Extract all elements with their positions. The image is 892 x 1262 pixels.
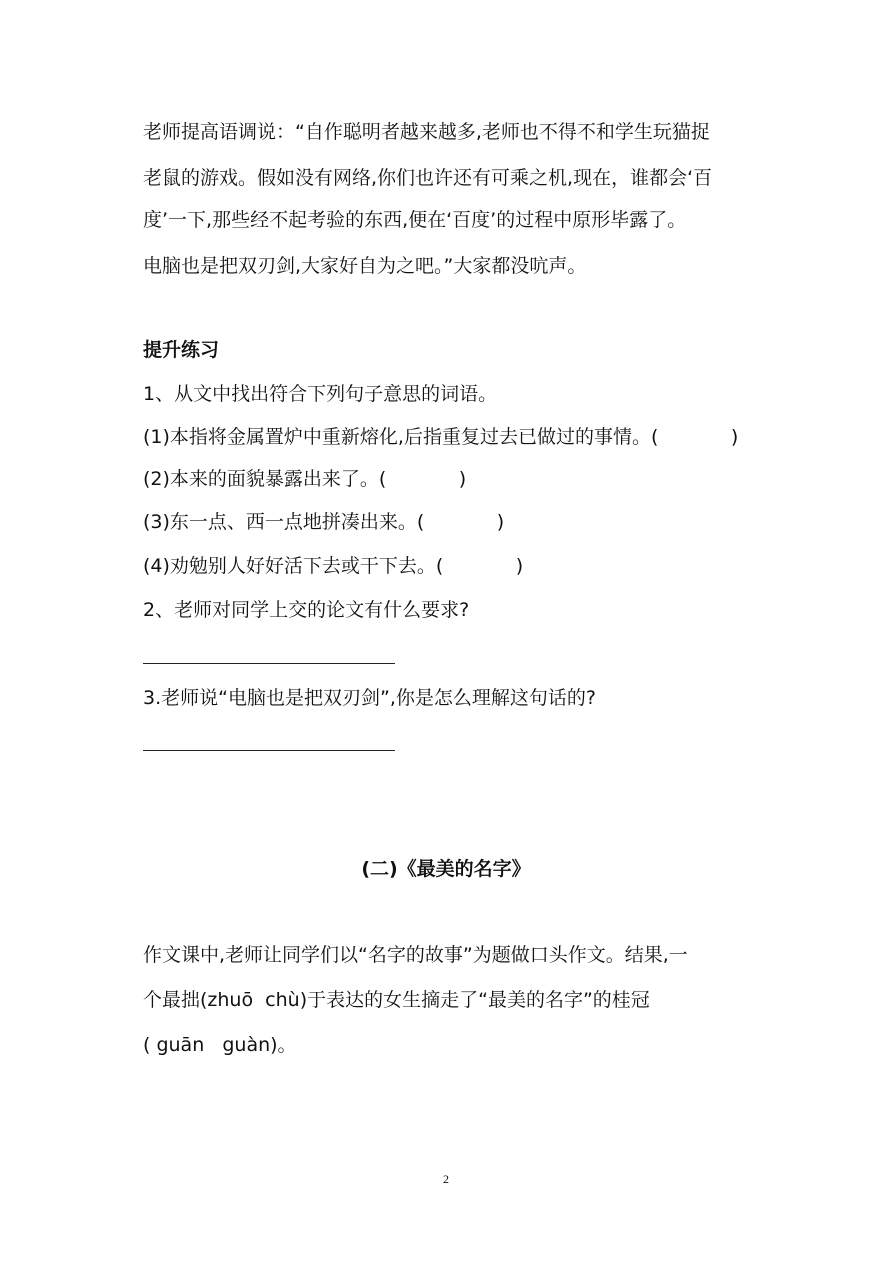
- exercise-heading: 提升练习: [143, 339, 220, 361]
- question-3: 3.老师说“电脑也是把双刃剑”,你是怎么理解这句话的?: [143, 687, 596, 709]
- section-title: (二)《最美的名字》: [361, 858, 531, 880]
- question-1-item-4: (4)劝勉别人好好活下去或干下去。( ): [143, 555, 524, 577]
- question-1: 1、从文中找出符合下列句子意思的词语。: [143, 383, 498, 405]
- question-2: 2、老师对同学上交的论文有什么要求?: [143, 599, 470, 621]
- passage-line-2: 老鼠的游戏。假如没有网络,你们也许还有可乘之机,现在，谁都会‘百: [143, 167, 713, 189]
- passage-line-3: 度’一下,那些经不起考验的东西,便在‘百度’的过程中原形毕露了。: [143, 209, 687, 231]
- passage-line-4: 电脑也是把双刃剑,大家好自为之吧。”大家都没吭声。: [143, 255, 587, 277]
- answer-line-2[interactable]: [143, 663, 395, 664]
- section-line-2: 个最拙(zhuō chù)于表达的女生摘走了“最美的名字”的桂冠: [143, 989, 650, 1011]
- answer-line-3[interactable]: [143, 750, 395, 751]
- passage-line-1: 老师提高语调说：“自作聪明者越来越多,老师也不得不和学生玩猫捉: [143, 121, 710, 143]
- section-line-1: 作文课中,老师让同学们以“名字的故事”为题做口头作文。结果,一: [143, 944, 688, 966]
- question-1-item-3: (3)东一点、西一点地拼凑出来。( ): [143, 511, 505, 533]
- page-number: 2: [443, 1172, 449, 1186]
- section-line-3: ( guān guàn)。: [143, 1034, 297, 1056]
- question-1-item-2: (2)本来的面貌暴露出来了。( ): [143, 468, 467, 490]
- question-1-item-1: (1)本指将金属置炉中重新熔化,后指重复过去已做过的事情。( ): [143, 426, 739, 448]
